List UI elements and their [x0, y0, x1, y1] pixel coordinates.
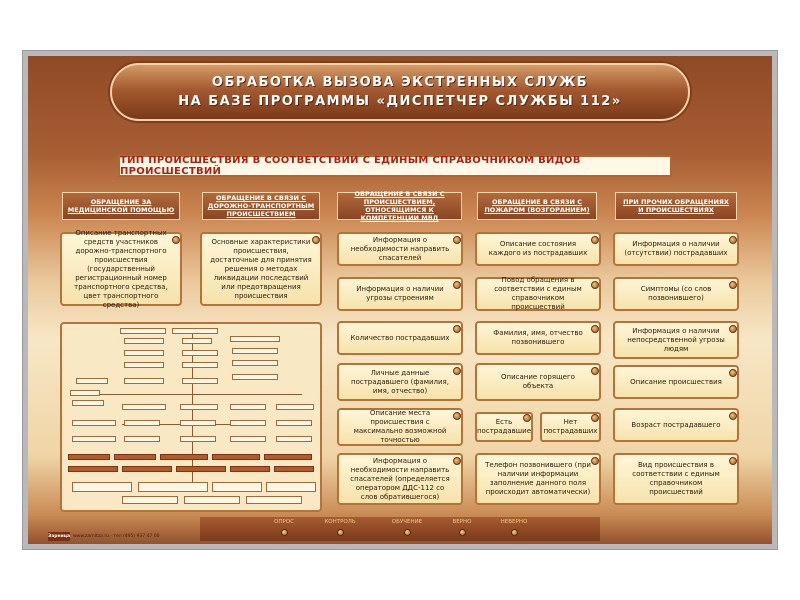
column-header-fire: ОБРАЩЕНИЕ В СВЯЗИ С ПОЖАРОМ (ВОЗГОРАНИЕМ)	[477, 192, 597, 220]
diagram-node-highlight	[68, 454, 110, 460]
diagram-node	[122, 496, 178, 504]
fire-item-text: Фамилия, имя, отчество позвонившего	[493, 329, 583, 346]
other-item	[613, 321, 739, 359]
diagram-node	[70, 390, 100, 396]
marker-icon	[453, 412, 461, 420]
marker-icon	[312, 236, 320, 244]
fire-item-text: Описание горящего объекта	[501, 373, 575, 390]
answer-label-survey: ОПРОС	[274, 519, 294, 525]
marker-icon	[729, 325, 737, 333]
marker-icon	[523, 414, 531, 422]
diagram-node	[72, 436, 116, 442]
police-item-text: Информация о наличии угрозы строениям	[356, 285, 444, 302]
other-item-text: Описание происшествия	[630, 377, 722, 386]
marker-icon	[591, 325, 599, 333]
marker-icon	[591, 281, 599, 289]
answer-label-correct: ВЕРНО	[452, 519, 472, 525]
column-header-other: ПРИ ПРОЧИХ ОБРАЩЕНИЯХ И ПРОИСШЕСТВИЯХ	[615, 192, 737, 220]
diagram-node	[72, 400, 104, 406]
incident-type-heading: ТИП ПРОИСШЕСТВИЯ В СООТВЕТСТВИИ С ЕДИНЫМ СПРАВОЧНИКОМ ВИДОВ ПРОИСШЕСТВИЙ	[118, 155, 672, 177]
marker-icon	[729, 457, 737, 465]
police-item-text: Количество пострадавших	[350, 333, 450, 342]
diagram-node	[124, 362, 164, 368]
diagram-node	[124, 436, 160, 442]
correct-lamp-icon[interactable]	[459, 529, 466, 536]
other-item-text: Возраст пострадавшего	[631, 420, 721, 429]
police-item	[337, 408, 463, 446]
workflow-diagram-panel	[60, 322, 322, 512]
marker-icon	[729, 412, 737, 420]
incorrect-lamp-icon[interactable]	[511, 529, 518, 536]
fire-item	[475, 277, 601, 311]
marker-icon	[453, 325, 461, 333]
diagram-node-highlight	[274, 466, 314, 472]
column-header-medical: ОБРАЩЕНИЕ ЗА МЕДИЦИНСКОЙ ПОМОЩЬЮ	[62, 192, 180, 220]
diagram-node-highlight	[114, 454, 156, 460]
diagram-node	[182, 338, 212, 344]
control-lamp-icon[interactable]	[337, 529, 344, 536]
marker-icon	[729, 369, 737, 377]
fire-item-text: Повод обращения в соответствии с единым справочником происшествий	[494, 276, 582, 311]
marker-icon	[453, 367, 461, 375]
diagram-node	[230, 336, 280, 342]
diagram-node	[76, 378, 108, 384]
police-item-text: Личные данные пострадавшего (фамилия, имя, отчество)	[351, 368, 449, 395]
marker-icon	[453, 236, 461, 244]
publisher-bar	[48, 532, 168, 541]
diagram-node-highlight	[230, 466, 270, 472]
police-item	[337, 321, 463, 355]
title-line-1: ОБРАБОТКА ВЫЗОВА ЭКСТРЕННЫХ СЛУЖБ	[211, 75, 589, 90]
police-item	[337, 363, 463, 401]
diagram-node	[72, 482, 132, 492]
diagram-node	[232, 374, 278, 380]
diagram-node	[212, 482, 262, 492]
no-victims-text: Нет пострадавших	[543, 418, 598, 435]
diagram-node	[182, 378, 218, 384]
diagram-node-highlight	[264, 454, 312, 460]
police-item-text: Описание места происшествия с максимально возможной точностью	[353, 409, 447, 444]
road-accident-info-box	[200, 232, 322, 306]
other-item	[613, 232, 739, 266]
answer-label-training: ОБУЧЕНИЕ	[391, 519, 423, 525]
marker-icon	[591, 414, 599, 422]
diagram-node	[184, 496, 240, 504]
fire-item	[475, 453, 601, 505]
diagram-node	[266, 482, 316, 492]
diagram-node-highlight	[212, 454, 260, 460]
diagram-node	[276, 420, 312, 426]
answer-label-control: КОНТРОЛЬ	[324, 519, 356, 525]
diagram-node	[124, 378, 164, 384]
diagram-node	[172, 328, 218, 334]
medical-info-text: Описание транспортных средств участников дорожно-транспортного происшествия (государственный регистрационный номер транспортного средства, цвет транспортного средства)	[74, 228, 168, 309]
diagram-node	[180, 420, 216, 426]
diagram-node	[124, 338, 164, 344]
diagram-node	[124, 350, 164, 356]
diagram-node	[122, 404, 166, 410]
diagram-node	[232, 348, 278, 354]
diagram-node	[180, 404, 218, 410]
marker-icon	[453, 457, 461, 465]
other-item	[613, 408, 739, 442]
diagram-node	[120, 328, 166, 334]
diagram-node	[246, 496, 302, 504]
diagram-node	[72, 420, 116, 426]
poster-title	[110, 63, 690, 121]
marker-icon	[591, 236, 599, 244]
diagram-node	[182, 362, 218, 368]
marker-icon	[172, 236, 180, 244]
diagram-node	[276, 404, 314, 410]
publisher-contacts: www.zarnitza.ru · тел (495) 937 47 00	[73, 534, 160, 539]
fire-item	[475, 363, 601, 401]
other-item	[613, 453, 739, 505]
diagram-node-highlight	[176, 466, 226, 472]
police-item-text: Информация о необходимости направить спасателей	[350, 235, 450, 262]
diagram-node-highlight	[68, 466, 118, 472]
title-line-2: НА БАЗЕ ПРОГРАММЫ «ДИСПЕТЧЕР СЛУЖБЫ 112»	[178, 94, 622, 109]
publisher-logo: Зарница	[48, 534, 71, 539]
fire-item	[475, 321, 601, 355]
diagram-node	[276, 436, 312, 442]
marker-icon	[453, 281, 461, 289]
other-item-text: Информация о наличии непосредственной угрозы людям	[627, 326, 725, 353]
police-item	[337, 232, 463, 266]
marker-icon	[591, 367, 599, 375]
answer-label-incorrect: НЕВЕРНО	[500, 519, 528, 525]
other-item	[613, 277, 739, 311]
marker-icon	[729, 281, 737, 289]
fire-item-text: Описание состояния каждого из пострадавших	[488, 240, 588, 257]
fire-item-text: Телефон позвонившего (при наличии информации заполнение данного поля происходит автоматически)	[485, 461, 591, 496]
medical-info-box	[60, 228, 182, 309]
road-accident-info-text: Основные характеристики происшествия, достаточные для принятия решения о методах ликвидации последствий или предотвращения происшествия	[210, 237, 312, 300]
police-item	[337, 277, 463, 311]
has-victims-text: Есть пострадавшие	[476, 418, 532, 435]
marker-icon	[729, 236, 737, 244]
police-item-text: Информация о необходимости направить спасателей (определяется оператором ДДС-112 со слов обратившегося)	[350, 456, 450, 501]
diagram-node-highlight	[160, 454, 208, 460]
other-item-text: Вид происшествия в соответствии с единым справочником происшествий	[632, 461, 720, 496]
diagram-node	[232, 360, 278, 366]
column-header-police: ОБРАЩЕНИЕ В СВЯЗИ С ПРОИСШЕСТВИЕМ, ОТНОСЯЩИМСЯ К КОМПЕТЕНЦИИ МВД	[337, 192, 462, 220]
diagram-node-highlight	[122, 466, 172, 472]
other-item	[613, 365, 739, 399]
training-lamp-icon[interactable]	[404, 529, 411, 536]
diagram-node	[230, 404, 266, 410]
column-header-road-accident: ОБРАЩЕНИЕ В СВЯЗИ С ДОРОЖНО-ТРАНСПОРТНЫМ ПРОИСШЕСТВИЕМ	[202, 192, 320, 220]
diagram-node	[230, 436, 266, 442]
diagram-node	[124, 420, 160, 426]
diagram-node	[180, 436, 216, 442]
connector-line	[82, 394, 302, 395]
other-item-text: Информация о наличии (отсутствии) пострадавших	[624, 240, 728, 257]
survey-lamp-icon[interactable]	[281, 529, 288, 536]
marker-icon	[591, 457, 599, 465]
diagram-node	[182, 350, 218, 356]
fire-item	[475, 232, 601, 266]
police-item	[337, 453, 463, 505]
diagram-node	[138, 482, 208, 492]
other-item-text: Симптомы (со слов позвонившего)	[640, 285, 712, 302]
diagram-node	[230, 420, 266, 426]
